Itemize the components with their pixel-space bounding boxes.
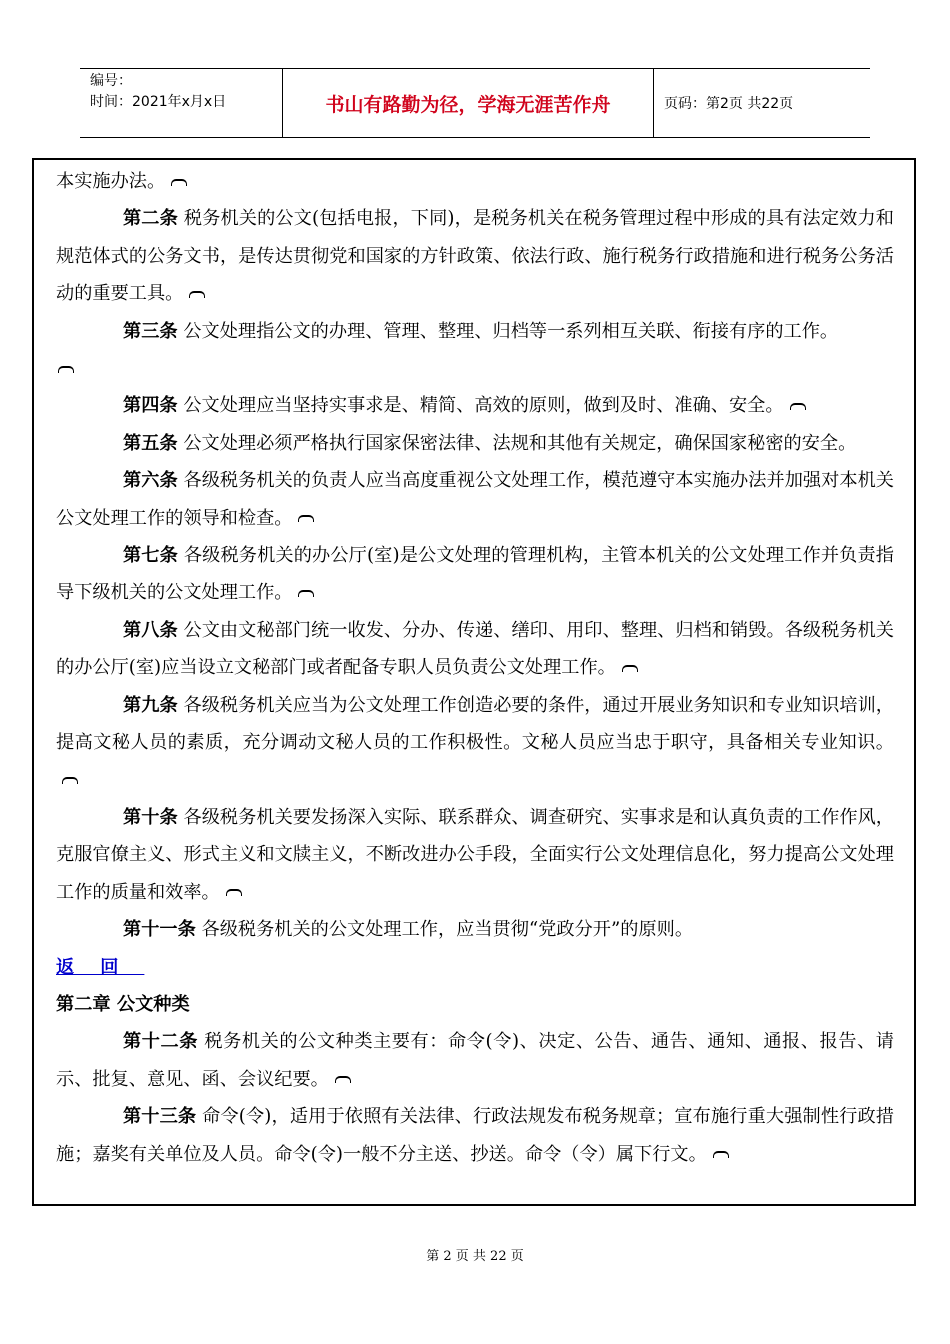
article-text: 公文处理指公文的办理、管理、整理、归档等一系列相互关联、衔接有序的工作。 bbox=[177, 320, 839, 342]
article-text: 各级税务机关应当为公文处理工作创造必要的条件，通过开展业务知识和专业知识培训，提高文秘人员的素质，充分调动文秘人员的工作积极性。文秘人员应当忠于职守，具备相关专业知识。 bbox=[56, 694, 894, 754]
article-title: 第二条 bbox=[123, 208, 178, 230]
article-2 bbox=[56, 200, 894, 312]
paragraph-mark-icon bbox=[790, 403, 806, 410]
paragraph-mark-icon bbox=[298, 590, 314, 597]
article-title: 第十二条 bbox=[123, 1031, 198, 1053]
article-11 bbox=[56, 911, 894, 948]
article-title: 第七条 bbox=[123, 545, 178, 567]
article-text: 公文由文秘部门统一收发、分办、传递、缮印、用印、整理、归档和销毁。各级税务机关的办公厅(室)应当设立文秘部门或者配备专职人员负责公文处理工作。 bbox=[56, 619, 894, 679]
article-title: 第九条 bbox=[123, 694, 178, 716]
article-3 bbox=[56, 313, 894, 350]
paragraph-mark-icon bbox=[189, 291, 205, 298]
article-text: 命令(令)，适用于依照有关法律、行政法规发布税务规章；宣布施行重大强制性行政措施；嘉奖有关单位及人员。命令(令)一般不分主送、抄送。命令（令）属下行文。 bbox=[56, 1106, 894, 1165]
article-text: 税务机关的公文种类主要有：命令(令)、决定、公告、通告、通知、通报、报告、请示、批复、意见、函、会议纪要。 bbox=[56, 1031, 894, 1090]
article-title: 第五条 bbox=[123, 432, 178, 454]
article-title: 第十条 bbox=[123, 806, 178, 828]
article-7 bbox=[56, 537, 894, 612]
article-9 bbox=[56, 687, 894, 799]
document-body bbox=[56, 163, 894, 1173]
article-title: 第十三条 bbox=[123, 1106, 197, 1128]
article-title: 第十一条 bbox=[123, 919, 196, 941]
paragraph-mark-icon bbox=[226, 889, 242, 896]
article-5 bbox=[56, 425, 894, 462]
paragraph-mark-icon bbox=[622, 665, 638, 672]
article-10 bbox=[56, 799, 894, 911]
article-text: 各级税务机关的办公厅(室)是公文处理的管理机构，主管本机关的公文处理工作并负责指导下级机关的公文处理工作。 bbox=[56, 545, 894, 604]
paragraph-mark-icon bbox=[335, 1076, 351, 1083]
article-title: 第八条 bbox=[123, 619, 178, 641]
page-header bbox=[80, 68, 870, 138]
header-motto-cell bbox=[282, 69, 654, 137]
header-page-info: 页码：第2页 共22页 bbox=[664, 96, 794, 112]
article-6 bbox=[56, 462, 894, 537]
paragraph-mark-icon bbox=[58, 366, 74, 373]
article-8 bbox=[56, 612, 894, 687]
article-title: 第六条 bbox=[123, 470, 178, 492]
paragraph-mark-icon bbox=[298, 515, 314, 522]
return-link[interactable]: 返回 bbox=[56, 956, 145, 978]
paragraph-mark-icon bbox=[62, 777, 78, 784]
article-text: 各级税务机关的公文处理工作，应当贯彻“党政分开”的原则。 bbox=[195, 919, 694, 941]
article-text: 各级税务机关要发扬深入实际、联系群众、调查研究、实事求是和认真负责的工作作风，克服官僚主义、形式主义和文牍主义，不断改进办公手段，全面实行公文处理信息化，努力提高公文处理工作的质量和效率。 bbox=[56, 806, 894, 903]
article-text: 各级税务机关的负责人应当高度重视公文处理工作，模范遵守本实施办法并加强对本机关公文处理工作的领导和检查。 bbox=[56, 470, 894, 529]
article-text: 公文处理必须严格执行国家保密法律、法规和其他有关规定，确保国家秘密的安全。 bbox=[177, 432, 857, 454]
article-title: 第三条 bbox=[123, 320, 178, 342]
article-13 bbox=[56, 1098, 894, 1173]
article-title: 第四条 bbox=[123, 395, 178, 417]
page-footer: 第 2 页 共 22 页 bbox=[426, 1249, 524, 1264]
return-row bbox=[56, 949, 894, 986]
serial-label: 编号： bbox=[90, 73, 132, 89]
header-meta bbox=[80, 69, 282, 137]
paragraph-continuation: 本实施办法。 bbox=[56, 163, 894, 200]
paragraph-mark-line bbox=[56, 350, 894, 387]
paragraph-mark-icon bbox=[713, 1151, 729, 1158]
header-motto: 书山有路勤为径，学海无涯苦作舟 bbox=[325, 93, 611, 116]
article-text: 公文处理应当坚持实事求是、精简、高效的原则，做到及时、准确、安全。 bbox=[177, 395, 784, 417]
time-label: 时间：2021年x月x日 bbox=[90, 94, 227, 110]
article-4 bbox=[56, 387, 894, 424]
article-text: 税务机关的公文(包括电报，下同)，是税务机关在税务管理过程中形成的具有法定效力和规范体式的公务文书，是传达贯彻党和国家的方针政策、依法行政、施行税务行政措施和进行税务公务活动的重要工具。 bbox=[56, 208, 894, 305]
paragraph-mark-icon bbox=[171, 179, 187, 186]
article-12 bbox=[56, 1023, 894, 1098]
chapter-heading: 第二章 公文种类 bbox=[56, 993, 190, 1015]
